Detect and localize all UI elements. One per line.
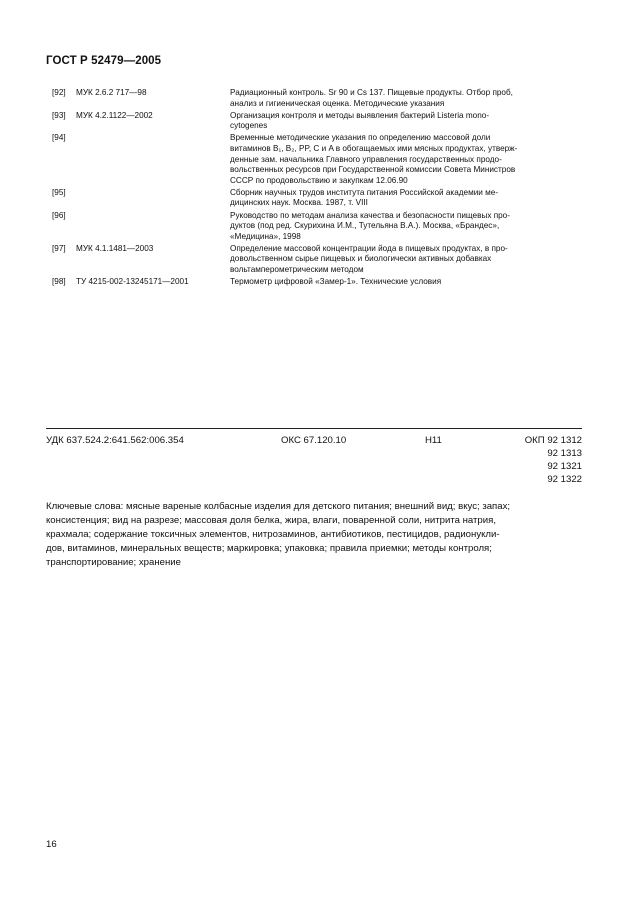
reference-line: cytogenes bbox=[230, 121, 268, 131]
reference-number: [95] bbox=[52, 187, 66, 197]
keywords-line: дов, витаминов, минеральных веществ; маркировка; упаковка; правила приемки; методы контроля; bbox=[46, 543, 492, 554]
reference-line: СССР по продовольствию и закупкам 12.06.90 bbox=[230, 175, 408, 185]
reference-description bbox=[230, 111, 582, 132]
reference-item bbox=[52, 211, 582, 243]
keywords-line: консистенция; вид на разрезе; массовая доля белка, жира, влаги, поваренной соли, нитрита натрия, bbox=[46, 515, 496, 526]
page-number: 16 bbox=[46, 839, 57, 850]
reference-code: ТУ 4215-002-13245171—2001 bbox=[76, 277, 189, 287]
reference-line: витаминов B₁, B₂, PP, C и A в обогащаемых ими мясных продуктах, утверж- bbox=[230, 143, 518, 153]
reference-item bbox=[52, 188, 582, 209]
reference-code: МУК 4.2.1122—2002 bbox=[76, 110, 153, 120]
reference-description bbox=[230, 133, 582, 186]
section-divider bbox=[46, 428, 582, 429]
reference-item bbox=[52, 277, 582, 288]
reference-line: дицинских наук. Москва. 1987, т. VIII bbox=[230, 198, 368, 208]
okp-code: ОКП 92 1312 bbox=[524, 435, 582, 446]
reference-line: вольтамперометрическим методом bbox=[230, 265, 364, 274]
reference-description bbox=[230, 244, 582, 276]
okp-code: 92 1322 bbox=[547, 474, 582, 485]
reference-line: Организация контроля и методы выявления бактерий Listeria mono- bbox=[230, 110, 490, 120]
reference-line: дуктов (под ред. Скурихина И.М., Тутельяна В.А.). Москва, «Брандес», bbox=[230, 221, 500, 231]
reference-line: Определение массовой концентрации йода в пищевых продуктах, в про- bbox=[230, 243, 508, 253]
reference-number: [92] bbox=[52, 88, 66, 97]
reference-number: [93] bbox=[52, 110, 66, 120]
reference-line: анализ и гигиеническая оценка. Методические указания bbox=[230, 98, 445, 108]
reference-code: МУК 4.1.1481—2003 bbox=[76, 243, 154, 253]
references-list bbox=[52, 88, 582, 289]
oks-code: ОКС 67.120.10 bbox=[281, 435, 347, 446]
reference-number: [94] bbox=[52, 133, 66, 143]
reference-line: довольственном сырье пищевых и биологически активных добавках bbox=[230, 254, 492, 264]
reference-item bbox=[52, 133, 582, 186]
reference-description bbox=[230, 188, 582, 209]
keywords-line: крахмала; содержание токсичных элементов, нитрозаминов, антибиотиков, пестицидов, радионукли- bbox=[46, 529, 500, 540]
reference-description bbox=[230, 277, 582, 288]
classification-code: Н11 bbox=[425, 435, 442, 446]
reference-number: [98] bbox=[52, 277, 66, 287]
keywords-line: транспортирование; хранение bbox=[46, 557, 181, 568]
okp-codes bbox=[516, 434, 582, 486]
reference-line: Сборник научных трудов института питания Российской академии ме- bbox=[230, 187, 499, 197]
okp-code: 92 1313 bbox=[547, 448, 582, 459]
reference-item bbox=[52, 88, 582, 109]
reference-line: Термометр цифровой «Замер-1». Технические условия bbox=[230, 277, 442, 287]
reference-number: [96] bbox=[52, 210, 66, 220]
keywords-line: Ключевые слова: мясные вареные колбасные изделия для детского питания; внешний вид; вкус; запах; bbox=[46, 501, 511, 512]
document-header: ГОСТ Р 52479—2005 bbox=[46, 55, 162, 67]
reference-line: вольственных ресурсов при Государственной комиссии Совета Министров bbox=[230, 165, 516, 175]
reference-line: денные зам. начальника Главного управления государственных продо- bbox=[230, 154, 502, 164]
okp-code: 92 1321 bbox=[547, 461, 582, 472]
keywords-paragraph bbox=[46, 500, 582, 570]
reference-line: Радиационный контроль. Sr 90 и Cs 137. Пищевые продукты. Отбор проб, bbox=[230, 88, 513, 97]
reference-code: МУК 2.6.2 717—98 bbox=[76, 88, 147, 97]
reference-item bbox=[52, 244, 582, 276]
reference-item bbox=[52, 111, 582, 132]
reference-line: «Медицина», 1998 bbox=[230, 231, 301, 241]
reference-description bbox=[230, 211, 582, 243]
reference-number: [97] bbox=[52, 243, 66, 253]
udk-code: УДК 637.524.2:641.562:006.354 bbox=[46, 435, 184, 446]
reference-line: Руководство по методам анализа качества и безопасности пищевых про- bbox=[230, 210, 510, 220]
reference-line: Временные методические указания по определению массовой доли bbox=[230, 133, 491, 143]
reference-description bbox=[230, 88, 582, 109]
